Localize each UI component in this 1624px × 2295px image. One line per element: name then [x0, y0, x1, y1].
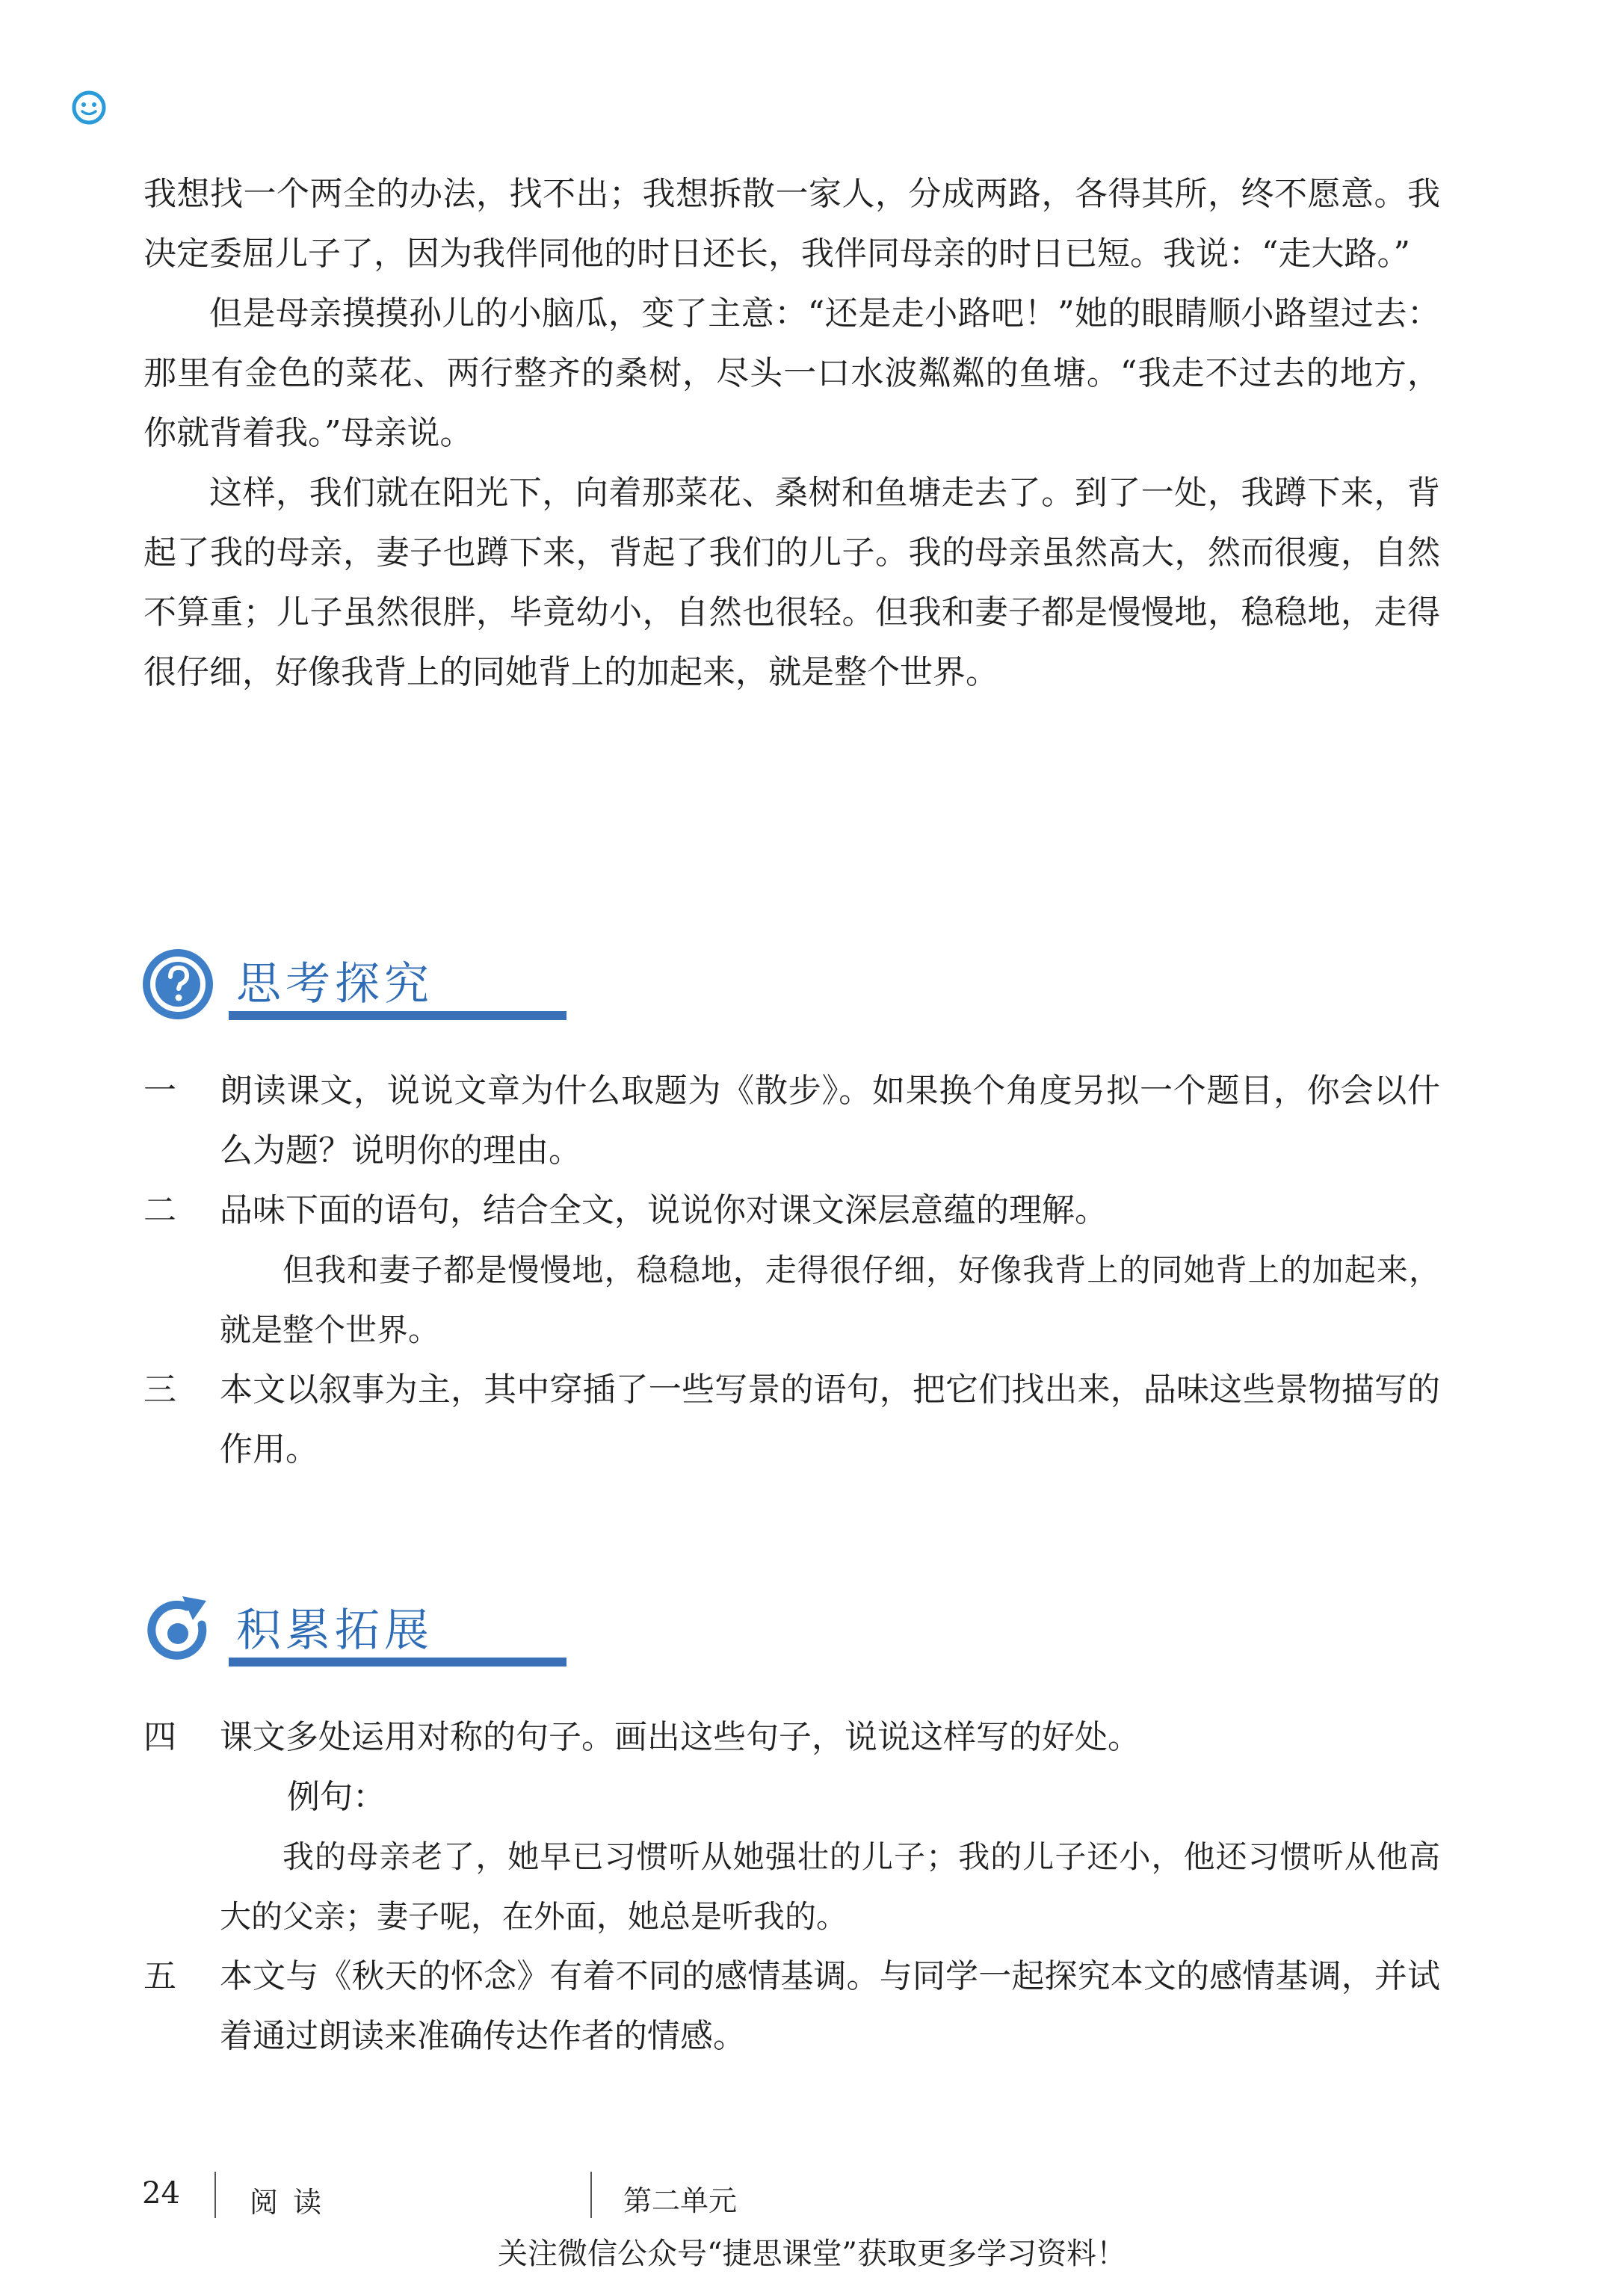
question-item	[143, 1360, 1440, 1480]
question-text: 本文以叙事为主，其中穿插了一些写景的语句，把它们找出来，品味这些景物描写的作用。	[220, 1371, 1440, 1468]
story-text	[143, 164, 1440, 702]
smiley-icon	[71, 90, 107, 126]
quoted-sentence: 但我和妻子都是慢慢地，稳稳地，走得很仔细，好像我背上的同她背上的加起来，就是整个世界。	[220, 1252, 1440, 1348]
example-label: 例句：	[287, 1778, 386, 1816]
footer-divider	[590, 2172, 592, 2218]
footer-section: 阅读	[250, 2186, 337, 2219]
question-text: 朗读课文，说说文章为什么取题为《散步》。如果换个角度另拟一个题目，你会以什么为题？说明你的理由。	[220, 1072, 1440, 1170]
question-number: 一	[143, 1072, 176, 1110]
question-text: 品味下面的语句，结合全文，说说你对课文深层意蕴的理解。	[220, 1191, 1108, 1229]
question-item	[143, 1061, 1440, 1181]
section-title: 积累拓展	[236, 1604, 433, 1657]
page-footer	[0, 2167, 1624, 2279]
section-title: 思考探究	[236, 958, 433, 1010]
question-number: 二	[143, 1191, 176, 1229]
question-text: 本文与《秋天的怀念》有着不同的感情基调。与同学一起探究本文的感情基调，并试着通过朗读来准确传达作者的情感。	[220, 1957, 1440, 2055]
quoted-sentence: 我的母亲老了，她早已习惯听从她强壮的儿子；我的儿子还小，他还习惯听从他高大的父亲；妻子呢，在外面，她总是听我的。	[220, 1838, 1440, 1935]
question-number: 三	[143, 1371, 176, 1409]
section-heading-extend	[141, 1592, 454, 1674]
question-number: 四	[143, 1718, 176, 1756]
story-paragraph: 但是母亲摸摸孙儿的小脑瓜，变了主意：“还是走小路吧！”她的眼睛顺小路望过去：那里有金色的菜花、两行整齐的桑树，尽头一口水波粼粼的鱼塘。“我走不过去的地方，你就背着我。”母亲说。	[143, 294, 1440, 452]
footer-unit: 第二单元	[623, 2184, 738, 2217]
section-heading-think	[141, 945, 454, 1028]
story-paragraph: 这样，我们就在阳光下，向着那菜花、桑树和鱼塘走去了。到了一处，我蹲下来，背起了我的母亲，妻子也蹲下来，背起了我们的儿子。我的母亲虽然高大，然而很瘦，自然不算重；儿子虽然很胖，毕竟幼小，自然也很轻。但我和妻子都是慢慢地，稳稳地，走得很仔细，好像我背上的同她背上的加起来，就是整个世界。	[143, 474, 1440, 691]
question-mark-icon	[141, 945, 215, 1020]
question-text: 课文多处运用对称的句子。画出这些句子，说说这样写的好处。	[220, 1718, 1140, 1756]
question-item	[143, 1181, 1440, 1360]
page-number: 24	[142, 2176, 180, 2211]
footer-divider	[214, 2172, 216, 2218]
refresh-arrow-icon	[141, 1592, 215, 1667]
question-list-think	[143, 1061, 1440, 1480]
story-paragraph: 我想找一个两全的办法，找不出；我想拆散一家人，分成两路，各得其所，终不愿意。我决定委屈儿子了，因为我伴同他的时日还长，我伴同母亲的时日已短。我说：“走大路。”	[143, 175, 1440, 273]
question-list-extend	[143, 1708, 1440, 2066]
question-number: 五	[143, 1957, 176, 1995]
footer-promo: 关注微信公众号“捷思课堂”获取更多学习资料！	[498, 2237, 1126, 2271]
question-item	[143, 1947, 1440, 2066]
question-item	[143, 1708, 1440, 1947]
title-underline	[229, 1658, 566, 1667]
title-underline	[229, 1011, 566, 1020]
